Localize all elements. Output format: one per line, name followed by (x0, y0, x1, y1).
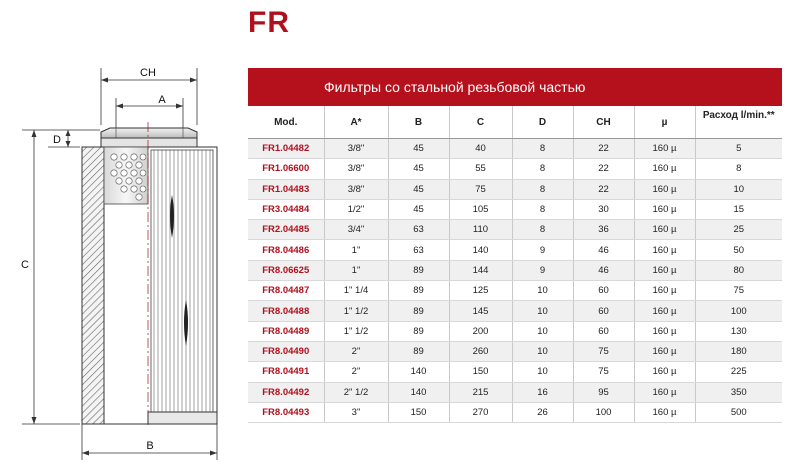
table-row (248, 382, 782, 402)
cell-ch: 22 (573, 179, 634, 199)
cell-micron: 160 µ (634, 281, 695, 301)
cell-a: 2" (324, 362, 388, 382)
col-header-ch: CH (573, 106, 634, 139)
cap-base (101, 138, 197, 147)
cell-c: 105 (449, 199, 512, 219)
cell-ch: 100 (573, 402, 634, 422)
cell-flow: 10 (695, 179, 782, 199)
cell-micron: 160 µ (634, 220, 695, 240)
cell-micron: 160 µ (634, 362, 695, 382)
cell-ch: 22 (573, 159, 634, 179)
cell-mod: FR8.04491 (248, 362, 324, 382)
cell-mod: FR8.04487 (248, 281, 324, 301)
cell-mod: FR1.04482 (248, 139, 324, 159)
col-header-b: B (388, 106, 449, 139)
cell-micron: 160 µ (634, 179, 695, 199)
cell-c: 40 (449, 139, 512, 159)
a-label: A (158, 94, 166, 106)
cell-d: 10 (512, 321, 573, 341)
a-arrow-left (116, 104, 123, 109)
cell-c: 215 (449, 382, 512, 402)
cell-a: 1" 1/2 (324, 301, 388, 321)
threaded-cap (101, 128, 197, 138)
cell-b: 45 (388, 159, 449, 179)
cell-a: 3/4" (324, 220, 388, 240)
col-header-micron: µ (634, 106, 695, 139)
cell-b: 45 (388, 199, 449, 219)
cell-c: 270 (449, 402, 512, 422)
cell-mod: FR8.04490 (248, 341, 324, 361)
cell-b: 89 (388, 341, 449, 361)
cell-b: 89 (388, 301, 449, 321)
cell-d: 10 (512, 301, 573, 321)
c-arrow-bottom (32, 417, 37, 424)
cell-a: 1" (324, 260, 388, 280)
table-row (248, 159, 782, 179)
table-header-row (248, 106, 782, 139)
table-row (248, 341, 782, 361)
cell-micron: 160 µ (634, 199, 695, 219)
table-row (248, 240, 782, 260)
cell-b: 89 (388, 281, 449, 301)
cell-b: 140 (388, 382, 449, 402)
cell-flow: 25 (695, 220, 782, 240)
d-arrow-bottom (66, 141, 71, 147)
cell-micron: 160 µ (634, 139, 695, 159)
cell-b: 89 (388, 321, 449, 341)
cell-a: 2" (324, 341, 388, 361)
table-row (248, 402, 782, 422)
cell-ch: 22 (573, 139, 634, 159)
spec-table-body (248, 139, 782, 423)
cell-mod: FR8.04492 (248, 382, 324, 402)
cell-c: 260 (449, 341, 512, 361)
table-row (248, 179, 782, 199)
d-arrow-top (66, 130, 71, 136)
cell-mod: FR1.06600 (248, 159, 324, 179)
cell-ch: 30 (573, 199, 634, 219)
table-row (248, 199, 782, 219)
table-row (248, 281, 782, 301)
cell-flow: 75 (695, 281, 782, 301)
d-label: D (53, 134, 61, 146)
spec-table (248, 106, 782, 423)
cell-a: 3" (324, 402, 388, 422)
cell-d: 8 (512, 220, 573, 240)
cell-ch: 75 (573, 341, 634, 361)
cell-b: 63 (388, 240, 449, 260)
col-header-flow: Расход l/min.** (695, 106, 782, 139)
cell-a: 1" (324, 240, 388, 260)
cell-d: 9 (512, 260, 573, 280)
cell-ch: 60 (573, 281, 634, 301)
cell-flow: 180 (695, 341, 782, 361)
cell-mod: FR3.04484 (248, 199, 324, 219)
cell-flow: 500 (695, 402, 782, 422)
cell-mod: FR8.04493 (248, 402, 324, 422)
col-header-a: A* (324, 106, 388, 139)
col-header-d: D (512, 106, 573, 139)
cell-d: 16 (512, 382, 573, 402)
cell-micron: 160 µ (634, 341, 695, 361)
cell-micron: 160 µ (634, 159, 695, 179)
cell-mod: FR8.04489 (248, 321, 324, 341)
b-label: B (146, 440, 154, 452)
b-arrow-right (210, 451, 217, 456)
c-label: C (21, 259, 29, 271)
cell-d: 9 (512, 240, 573, 260)
spec-table-panel (248, 68, 782, 423)
cell-ch: 46 (573, 260, 634, 280)
cell-flow: 8 (695, 159, 782, 179)
cell-flow: 225 (695, 362, 782, 382)
cell-c: 110 (449, 220, 512, 240)
b-arrow-left (82, 451, 89, 456)
table-row (248, 220, 782, 240)
cell-micron: 160 µ (634, 240, 695, 260)
cell-ch: 46 (573, 240, 634, 260)
cell-b: 150 (388, 402, 449, 422)
cell-d: 10 (512, 281, 573, 301)
cell-a: 1" 1/2 (324, 321, 388, 341)
cell-flow: 5 (695, 139, 782, 159)
cell-flow: 50 (695, 240, 782, 260)
cell-mod: FR2.04485 (248, 220, 324, 240)
table-row (248, 139, 782, 159)
cell-mod: FR8.04488 (248, 301, 324, 321)
cell-b: 89 (388, 260, 449, 280)
cell-flow: 100 (695, 301, 782, 321)
cell-b: 63 (388, 220, 449, 240)
bottom-end-cap (148, 412, 217, 424)
ch-label: CH (140, 67, 156, 79)
cell-c: 150 (449, 362, 512, 382)
cell-mod: FR8.04486 (248, 240, 324, 260)
cell-c: 200 (449, 321, 512, 341)
cell-micron: 160 µ (634, 301, 695, 321)
cell-d: 8 (512, 139, 573, 159)
cell-d: 8 (512, 159, 573, 179)
cell-a: 3/8" (324, 179, 388, 199)
cell-micron: 160 µ (634, 321, 695, 341)
cell-c: 144 (449, 260, 512, 280)
cell-mod: FR8.06625 (248, 260, 324, 280)
cell-ch: 75 (573, 362, 634, 382)
cell-d: 10 (512, 341, 573, 361)
pleated-element (151, 150, 213, 412)
filter-drawing (0, 0, 240, 470)
cell-flow: 130 (695, 321, 782, 341)
cell-ch: 36 (573, 220, 634, 240)
cell-c: 75 (449, 179, 512, 199)
cell-c: 125 (449, 281, 512, 301)
a-arrow-right (176, 104, 183, 109)
cell-ch: 60 (573, 301, 634, 321)
cell-micron: 160 µ (634, 382, 695, 402)
table-row (248, 362, 782, 382)
cell-c: 140 (449, 240, 512, 260)
page-title: FR (248, 6, 290, 39)
cell-ch: 60 (573, 321, 634, 341)
cell-b: 45 (388, 139, 449, 159)
cell-a: 3/8" (324, 159, 388, 179)
cell-mod: FR1.04483 (248, 179, 324, 199)
cell-a: 1" 1/4 (324, 281, 388, 301)
cell-ch: 95 (573, 382, 634, 402)
cell-d: 26 (512, 402, 573, 422)
cell-flow: 350 (695, 382, 782, 402)
c-arrow-top (32, 130, 37, 137)
cell-c: 145 (449, 301, 512, 321)
section-wall (82, 147, 104, 424)
cell-flow: 15 (695, 199, 782, 219)
cell-b: 45 (388, 179, 449, 199)
cell-flow: 80 (695, 260, 782, 280)
col-header-mod: Mod. (248, 106, 324, 139)
cell-a: 1/2" (324, 199, 388, 219)
table-title: Фильтры со стальной резьбовой частью (248, 68, 782, 106)
cell-b: 140 (388, 362, 449, 382)
cell-micron: 160 µ (634, 260, 695, 280)
cell-d: 8 (512, 179, 573, 199)
cell-d: 8 (512, 199, 573, 219)
table-row (248, 260, 782, 280)
cell-c: 55 (449, 159, 512, 179)
cell-d: 10 (512, 362, 573, 382)
cell-a: 3/8" (324, 139, 388, 159)
ch-arrow-right (190, 78, 197, 83)
ch-arrow-left (101, 78, 108, 83)
table-row (248, 321, 782, 341)
col-header-c: C (449, 106, 512, 139)
cell-a: 2" 1/2 (324, 382, 388, 402)
table-row (248, 301, 782, 321)
cell-micron: 160 µ (634, 402, 695, 422)
